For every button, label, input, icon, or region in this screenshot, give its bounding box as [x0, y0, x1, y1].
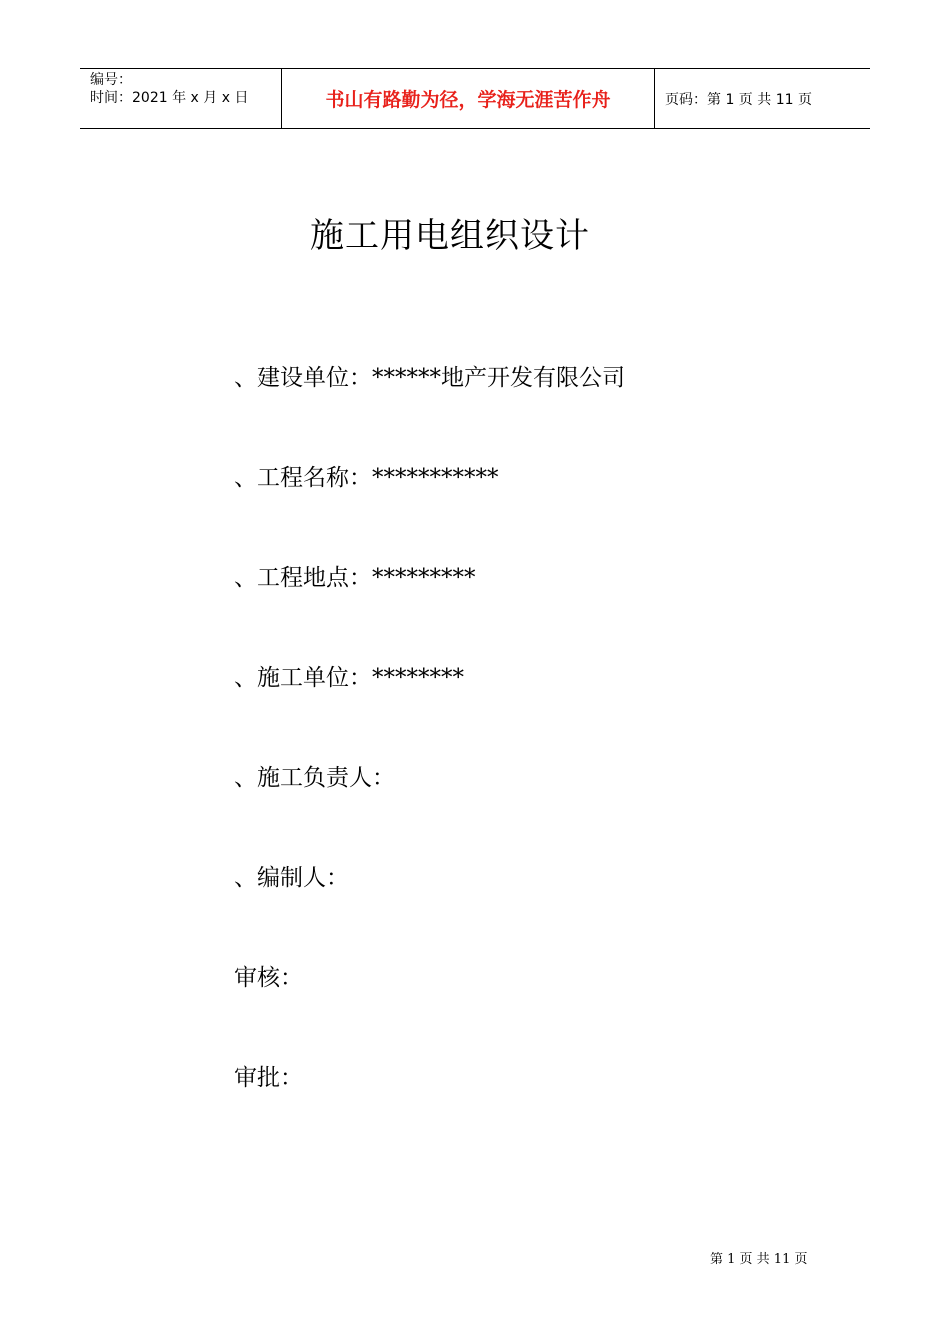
- page-header: [80, 68, 870, 129]
- header-meta: [80, 69, 282, 128]
- header-motto: 书山有路勤为径，学海无涯苦作舟: [282, 69, 655, 128]
- page-footer: 第 1 页 共 11 页: [710, 1252, 808, 1267]
- document-date: 时间：2021 年 x 月 x 日: [90, 90, 249, 106]
- document-number-label: 编号：: [90, 72, 132, 88]
- cover-fields: [234, 360, 625, 1160]
- field-author: 、编制人：: [234, 865, 349, 891]
- field-project-name: 、工程名称：***********: [234, 465, 499, 491]
- field-site-manager: 、施工负责人：: [234, 765, 395, 791]
- header-page-info: 页码：第 1 页 共 11 页: [665, 91, 812, 108]
- document-title: 施工用电组织设计: [310, 216, 590, 256]
- field-reviewer: 审核：: [234, 965, 303, 991]
- field-builder: 、施工单位：********: [234, 665, 464, 691]
- field-construction-unit: 、建设单位：******地产开发有限公司: [234, 365, 625, 391]
- field-approver: 审批：: [234, 1065, 303, 1091]
- field-project-location: 、工程地点：*********: [234, 565, 476, 591]
